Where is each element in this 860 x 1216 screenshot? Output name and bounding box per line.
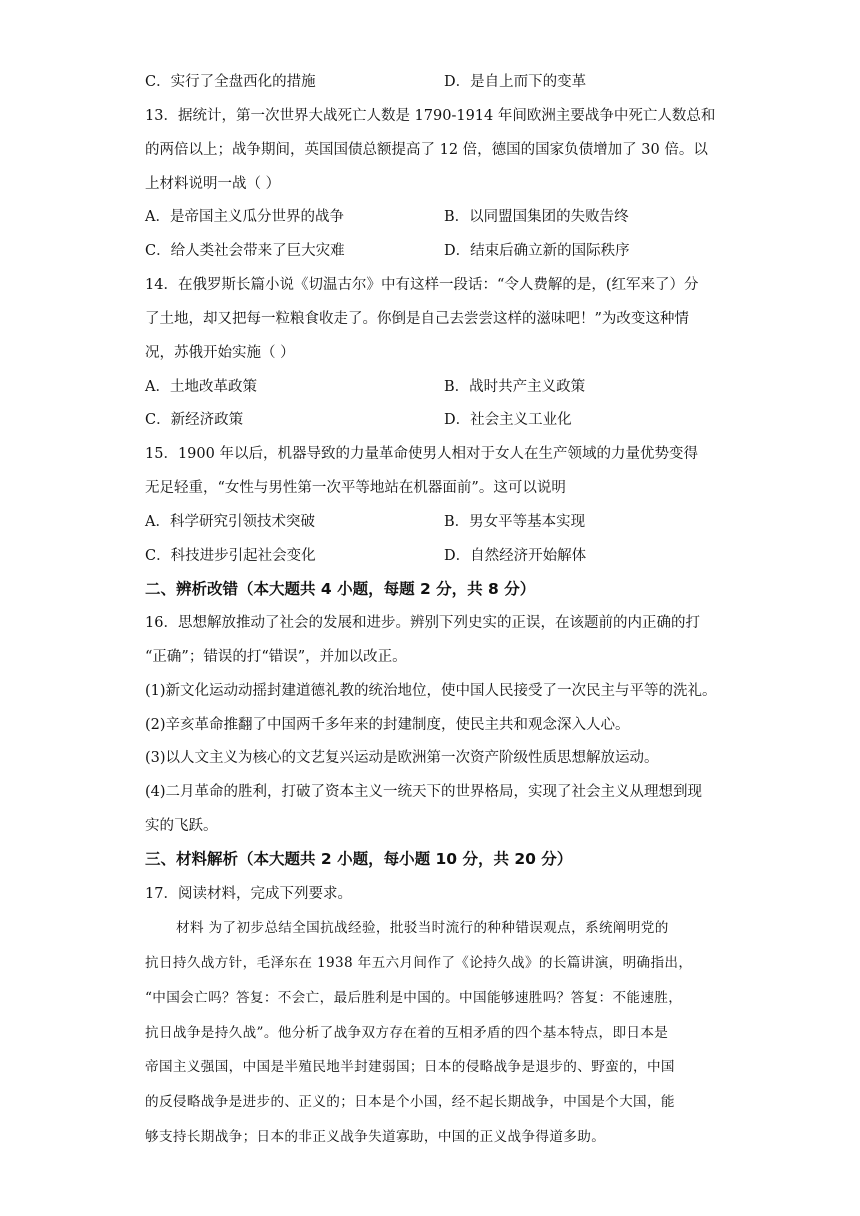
q13-option-b: B．以同盟国集团的失败告终 — [444, 209, 629, 225]
q12-option-c: C．实行了全盘西化的措施 — [145, 74, 316, 90]
q15-option-c: C．科技进步引起社会变化 — [145, 548, 316, 564]
q15-option-b: B．男女平等基本实现 — [444, 514, 586, 530]
q13-stem-line-1: 13．据统计，第一次世界大战死亡人数是 1790-1914 年间欧洲主要战争中死亡人数总和 — [145, 108, 716, 124]
q16-stem-line-1: 16．思想解放推动了社会的发展和进步。辨别下列史实的正误，在该题前的内正确的打 — [145, 615, 700, 631]
q17-material-line-5: 帝国主义强国，中国是半殖民地半封建弱国；日本的侵略战争是退步的、野蛮的，中国 — [145, 1059, 675, 1075]
q14-stem-line-1: 14．在俄罗斯长篇小说《切温古尔》中有这样一段话：“令人费解的是，(红军来了）分 — [145, 277, 699, 293]
q13-stem-line-2: 的两倍以上；战争期间，英国国债总额提高了 12 倍，德国的国家负债增加了 30 倍。以 — [145, 142, 708, 158]
q16-item-3: (3)以人文主义为核心的文艺复兴运动是欧洲第一次资产阶级性质思想解放运动。 — [145, 750, 659, 766]
q14-option-d: D．社会主义工业化 — [444, 412, 572, 428]
q16-item-4-line-1: (4)二月革命的胜利，打破了资本主义一统天下的世界格局，实现了社会主义从理想到现 — [145, 784, 703, 800]
q15-stem-line-1: 15．1900 年以后，机器导致的力量革命使男人相对于女人在生产领域的力量优势变得 — [145, 446, 698, 462]
section-2-heading: 二、辨析改错（本大题共 4 小题，每题 2 分，共 8 分） — [145, 580, 536, 598]
q17-material-line-4: 抗日战争是持久战”。他分析了战争双方存在着的互相矛盾的四个基本特点，即日本是 — [145, 1025, 669, 1041]
q13-option-c: C．给人类社会带来了巨大灾难 — [145, 243, 345, 259]
q17-intro: 17．阅读材料，完成下列要求。 — [145, 886, 352, 902]
q14-stem-line-3: 况，苏俄开始实施（ ） — [145, 345, 295, 361]
q17-material-line-1: 材料 为了初步总结全国抗战经验，批驳当时流行的种种错误观点，系统阐明党的 — [176, 920, 669, 936]
q17-material-line-2: 抗日持久战方针，毛泽东在 1938 年五六月间作了《论持久战》的长篇讲演，明确指出， — [145, 955, 693, 971]
q16-item-2: (2)辛亥革命推翻了中国两千多年来的封建制度，使民主共和观念深入人心。 — [145, 717, 630, 733]
q17-material-line-6: 的反侵略战争是进步的、正义的；日本是个小国，经不起长期战争，中国是个大国，能 — [145, 1094, 675, 1110]
q17-material-line-7: 够支持长期战争；日本的非正义战争失道寡助，中国的正义战争得道多助。 — [145, 1129, 606, 1145]
q13-stem-line-3: 上材料说明一战（ ） — [145, 176, 281, 192]
q16-stem-line-2: “正确”；错误的打“错误”，并加以改正。 — [145, 649, 407, 665]
q17-material-line-3: “中国会亡吗？答复：不会亡，最后胜利是中国的。中国能够速胜吗？答复：不能速胜， — [145, 990, 683, 1006]
q15-stem-line-2: 无足轻重，“女性与男性第一次平等地站在机器面前”。这可以说明 — [145, 480, 566, 496]
q14-option-b: B．战时共产主义政策 — [444, 379, 586, 395]
q13-option-a: A．是帝国主义瓜分世界的战争 — [145, 209, 344, 225]
q16-item-1: (1)新文化运动动摇封建道德礼教的统治地位，使中国人民接受了一次民主与平等的洗礼。 — [145, 683, 717, 699]
q15-option-a: A．科学研究引领技术突破 — [145, 514, 315, 530]
q15-option-d: D．自然经济开始解体 — [444, 548, 587, 564]
section-3-heading: 三、材料解析（本大题共 2 小题，每小题 10 分，共 20 分） — [145, 850, 573, 868]
q16-item-4-line-2: 实的飞跃。 — [145, 818, 218, 834]
q14-option-a: A．土地改革政策 — [145, 379, 257, 395]
q12-option-d: D．是自上而下的变革 — [444, 74, 587, 90]
q14-stem-line-2: 了土地，却又把每一粒粮食收走了。你倒是自己去尝尝这样的滋味吧！”为改变这种情 — [145, 311, 689, 327]
q13-option-d: D．结束后确立新的国际秩序 — [444, 243, 630, 259]
q14-option-c: C．新经济政策 — [145, 412, 244, 428]
